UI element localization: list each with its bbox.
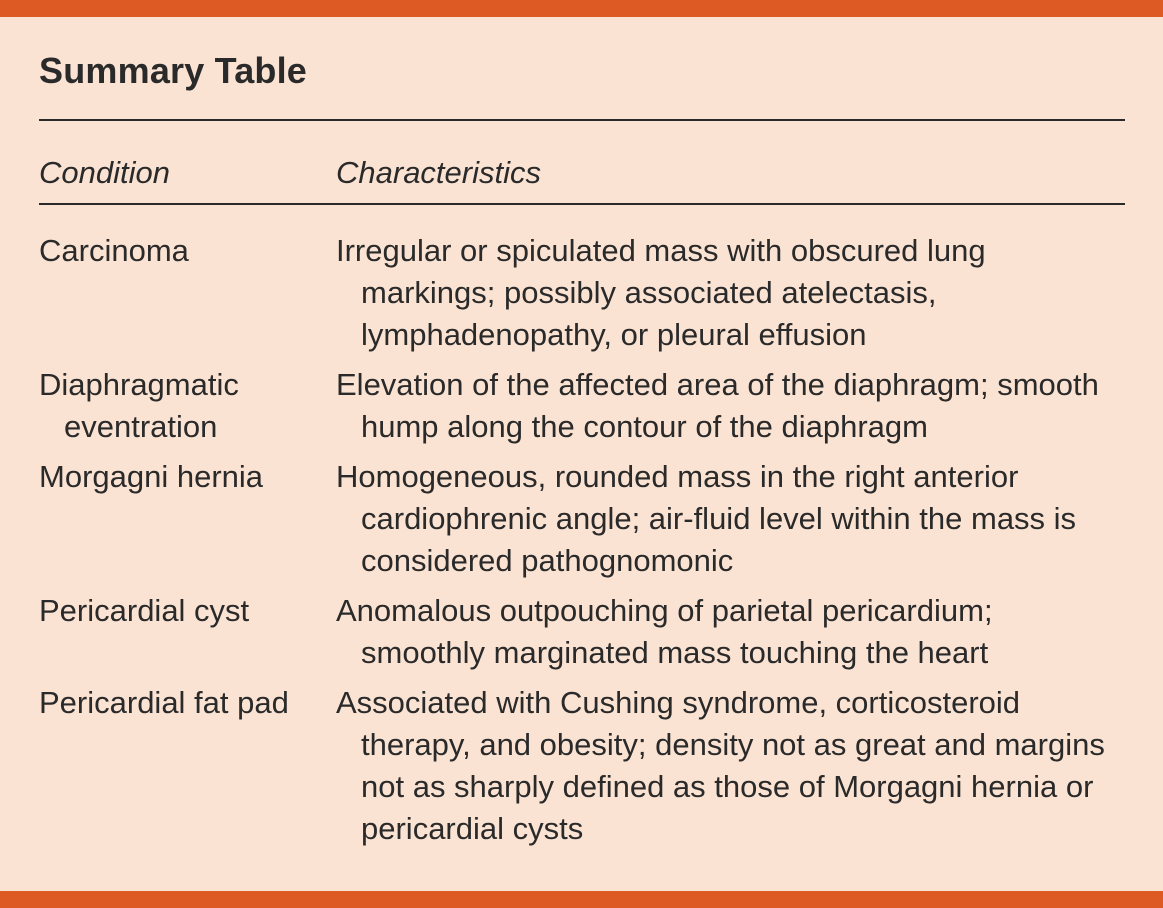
characteristics-cell: Associated with Cushing syndrome, corticosteroid therapy, and obesity; density not as great and margins not as sharply defined as those of Morgagni hernia or pericardial cysts — [336, 685, 1105, 846]
table-body — [39, 230, 1125, 858]
condition-cell: Diaphragmatic eventration — [39, 367, 239, 444]
condition-cell: Pericardial cyst — [39, 593, 250, 628]
characteristics-cell: Elevation of the affected area of the diaphragm; smooth hump along the contour of the diaphragm — [336, 367, 1099, 444]
table-row — [39, 590, 1125, 674]
table-row — [39, 456, 1125, 582]
characteristics-cell: Homogeneous, rounded mass in the right anterior cardiophrenic angle; air-fluid level within the mass is considered pathognomonic — [336, 459, 1077, 578]
table-row — [39, 682, 1125, 850]
table-title: Summary Table — [39, 50, 308, 91]
table-row — [39, 230, 1125, 356]
column-header-condition: Condition — [39, 155, 170, 190]
condition-cell: Morgagni hernia — [39, 459, 264, 494]
header-divider — [39, 203, 1125, 205]
column-header-characteristics: Characteristics — [336, 155, 541, 190]
title-divider — [39, 119, 1125, 121]
condition-cell: Carcinoma — [39, 233, 189, 268]
condition-cell: Pericardial fat pad — [39, 685, 289, 720]
table-row — [39, 364, 1125, 448]
top-accent-bar — [0, 0, 1163, 17]
characteristics-cell: Irregular or spiculated mass with obscured lung markings; possibly associated atelectasis, lymphadenopathy, or pleural effusion — [336, 233, 986, 352]
characteristics-cell: Anomalous outpouching of parietal pericardium; smoothly marginated mass touching the heart — [336, 593, 993, 670]
bottom-accent-bar — [0, 891, 1163, 908]
